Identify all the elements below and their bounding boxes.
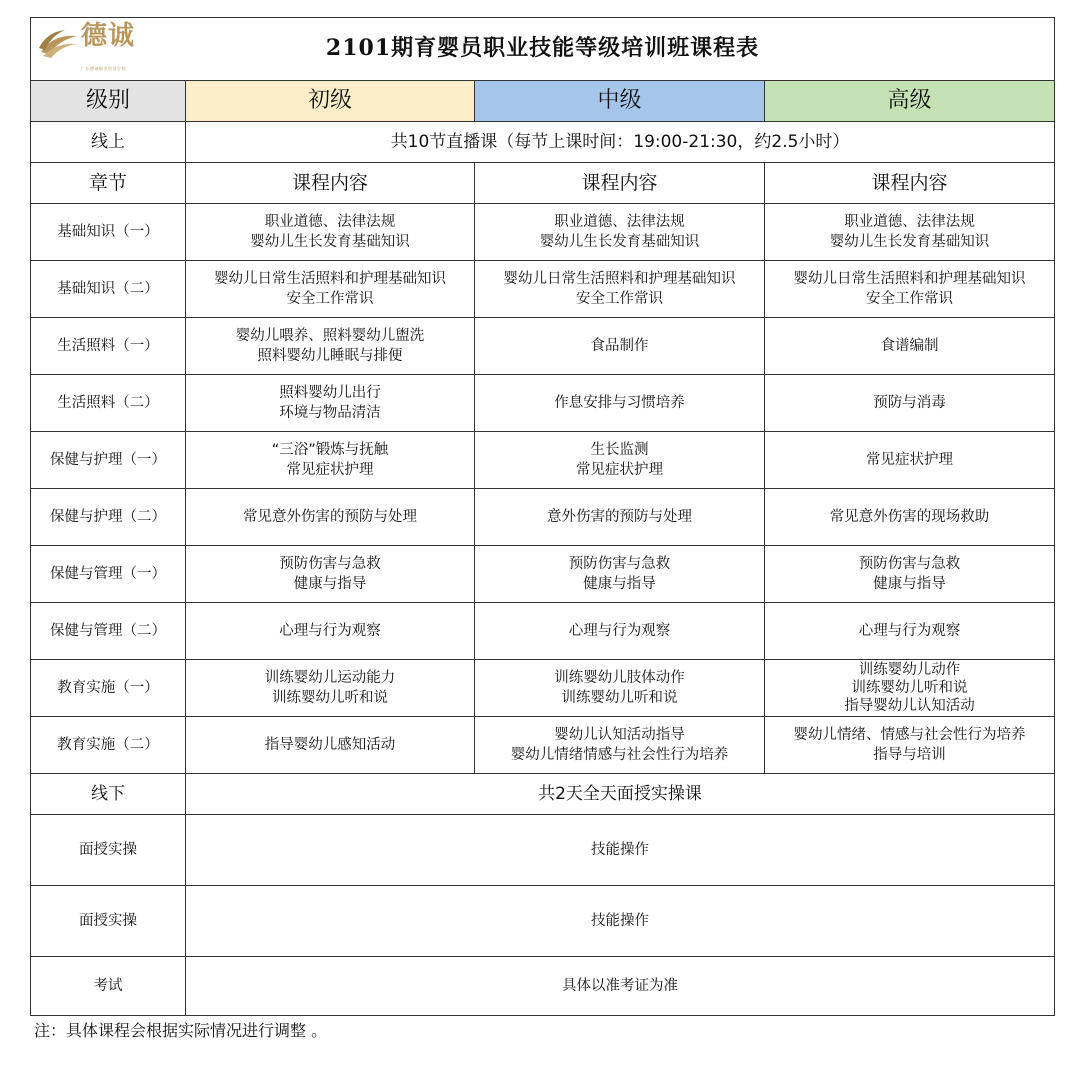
table-row — [31, 204, 1055, 261]
chapter-header: 章节 — [31, 163, 186, 204]
table-row — [31, 318, 1055, 375]
title-cell — [31, 18, 1055, 81]
table-row — [31, 489, 1055, 546]
content-cell: 职业道德、法律法规 婴幼儿生长发育基础知识 — [186, 204, 475, 261]
chapter-cell: 生活照料（二） — [31, 375, 186, 432]
table-row — [31, 603, 1055, 660]
chapter-cell: 保健与护理（一） — [31, 432, 186, 489]
content-cell: 婴幼儿日常生活照料和护理基础知识 安全工作常识 — [186, 261, 475, 318]
header-row — [31, 163, 1055, 204]
chapter-cell: 保健与护理（二） — [31, 489, 186, 546]
content-cell: 生长监测 常见症状护理 — [475, 432, 765, 489]
content-cell: 指导婴幼儿感知活动 — [186, 717, 475, 774]
schedule-sheet — [30, 17, 1054, 1016]
chapter-cell: 基础知识（二） — [31, 261, 186, 318]
content-cell: 婴幼儿情绪、情感与社会性行为培养 指导与培训 — [765, 717, 1055, 774]
table-row — [31, 660, 1055, 717]
table-row — [31, 432, 1055, 489]
content-cell: 职业道德、法律法规 婴幼儿生长发育基础知识 — [765, 204, 1055, 261]
logo-name: 德诚 — [81, 21, 136, 51]
content-cell: 婴幼儿喂养、照料婴幼儿盥洗 照料婴幼儿睡眠与排便 — [186, 318, 475, 375]
content-header-advanced: 课程内容 — [765, 163, 1055, 204]
content-cell: 预防与消毒 — [765, 375, 1055, 432]
table-row — [31, 261, 1055, 318]
offline-row — [31, 774, 1055, 815]
level-advanced: 高级 — [765, 81, 1055, 122]
level-label: 级别 — [31, 81, 186, 122]
level-row — [31, 81, 1055, 122]
content-cell: 婴幼儿日常生活照料和护理基础知识 安全工作常识 — [475, 261, 765, 318]
content-header-primary: 课程内容 — [186, 163, 475, 204]
content-cell: 食品制作 — [475, 318, 765, 375]
practice-label: 面授实操 — [31, 886, 186, 957]
offline-label: 线下 — [31, 774, 186, 815]
content-cell: 常见意外伤害的预防与处理 — [186, 489, 475, 546]
practice-row — [31, 886, 1055, 957]
footnote: 注：具体课程会根据实际情况进行调整 。 — [34, 1021, 328, 1040]
online-desc: 共10节直播课（每节上课时间：19:00-21:30，约2.5小时） — [186, 122, 1055, 163]
practice-label: 面授实操 — [31, 815, 186, 886]
logo-subtitle: 广东德诚职业培训学校 — [81, 66, 126, 71]
chapter-cell: 保健与管理（二） — [31, 603, 186, 660]
chapter-cell: 保健与管理（一） — [31, 546, 186, 603]
content-cell: 训练婴幼儿运动能力 训练婴幼儿听和说 — [186, 660, 475, 717]
title-row — [31, 18, 1055, 81]
content-cell: 作息安排与习惯培养 — [475, 375, 765, 432]
offline-desc: 共2天全天面授实操课 — [186, 774, 1055, 815]
chapter-cell: 生活照料（一） — [31, 318, 186, 375]
practice-desc: 技能操作 — [186, 886, 1055, 957]
content-cell: 常见症状护理 — [765, 432, 1055, 489]
wheat-logo-icon — [39, 30, 79, 60]
chapter-cell: 基础知识（一） — [31, 204, 186, 261]
content-cell: 职业道德、法律法规 婴幼儿生长发育基础知识 — [475, 204, 765, 261]
exam-label: 考试 — [31, 957, 186, 1016]
content-cell: 心理与行为观察 — [475, 603, 765, 660]
content-cell: 心理与行为观察 — [186, 603, 475, 660]
content-cell: 训练婴幼儿动作 训练婴幼儿听和说 指导婴幼儿认知活动 — [765, 660, 1055, 717]
content-cell: 婴幼儿认知活动指导 婴幼儿情绪情感与社会性行为培养 — [475, 717, 765, 774]
exam-row — [31, 957, 1055, 1016]
content-cell: 预防伤害与急救 健康与指导 — [765, 546, 1055, 603]
content-cell: 婴幼儿日常生活照料和护理基础知识 安全工作常识 — [765, 261, 1055, 318]
chapter-cell: 教育实施（一） — [31, 660, 186, 717]
exam-desc: 具体以准考证为准 — [186, 957, 1055, 1016]
table-row — [31, 375, 1055, 432]
chapter-cell: 教育实施（二） — [31, 717, 186, 774]
level-primary: 初级 — [186, 81, 475, 122]
content-cell: 预防伤害与急救 健康与指导 — [186, 546, 475, 603]
content-cell: 照料婴幼儿出行 环境与物品清洁 — [186, 375, 475, 432]
content-cell: 训练婴幼儿肢体动作 训练婴幼儿听和说 — [475, 660, 765, 717]
online-label: 线上 — [31, 122, 186, 163]
content-cell: 预防伤害与急救 健康与指导 — [475, 546, 765, 603]
practice-desc: 技能操作 — [186, 815, 1055, 886]
online-row — [31, 122, 1055, 163]
content-cell: “三浴”锻炼与抚触 常见症状护理 — [186, 432, 475, 489]
schedule-table — [30, 17, 1055, 1016]
logo — [39, 21, 149, 71]
content-cell: 心理与行为观察 — [765, 603, 1055, 660]
practice-row — [31, 815, 1055, 886]
page-title: 2101期育婴员职业技能等级培训班课程表 — [325, 35, 760, 61]
content-header-intermediate: 课程内容 — [475, 163, 765, 204]
level-intermediate: 中级 — [475, 81, 765, 122]
content-cell: 食谱编制 — [765, 318, 1055, 375]
table-row — [31, 546, 1055, 603]
content-cell: 常见意外伤害的现场救助 — [765, 489, 1055, 546]
table-row — [31, 717, 1055, 774]
content-cell: 意外伤害的预防与处理 — [475, 489, 765, 546]
